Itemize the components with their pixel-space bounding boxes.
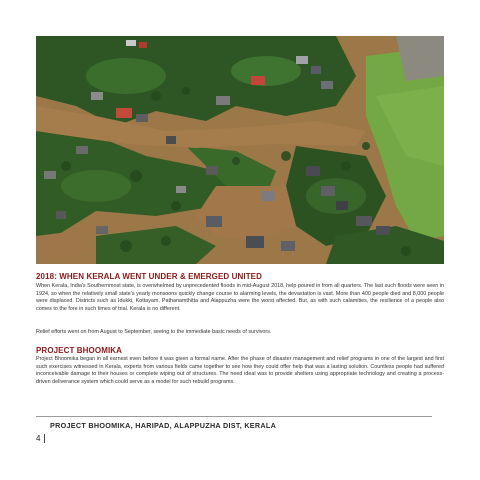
photo-caption: PROJECT BHOOMIKA, HARIPAD, ALAPPUZHA DIST, KERALA: [50, 421, 277, 430]
section-heading-project-bhoomika: PROJECT BHOOMIKA: [36, 346, 123, 355]
page-number-value: 4: [36, 434, 41, 443]
page-number: [36, 434, 45, 443]
caption-divider: [36, 416, 432, 417]
page-number-divider: [44, 434, 45, 443]
aerial-flood-photo: [36, 36, 444, 264]
aerial-flood-photo-graphic: [36, 36, 444, 264]
section-paragraph: When Kerala, India's Southernmost state, is overwhelmed by unprecedented floods in mid-August 2018, help poured in from all quarters. The last such floods were seen in 1924, so when the relatively small state's yearly monsoons quickly change course to alarming levels, the devastation is vast. More than 400 people died and 8,000 people were displaced. Districts such as Idukki, Kottayam, Pathanamthitta and Alappuzha were the worst affected. But, as with such calamities, the resilience of a people also comes to the fore in such times of trial. Kerala is no different.: [36, 283, 444, 312]
section-paragraph: Project Bhoomika began in all earnest even before it was given a formal name. After the phase of disaster management and relief programs in one of the largest and first such exercises witnessed in Kerala, experts from various fields came together to see how they could offer help that was a lasting solution. Countless people had suffered inconceivable damage to their houses or complete wiping out of structures. The need ideal was to provide shelters using appropriate technology and creating a process-driven deliverance system which could serve as a model for such rebuild programs.: [36, 356, 444, 385]
section-paragraph: Relief efforts went on from August to September, seeing to the immediate basic needs of survivors.: [36, 329, 272, 335]
section-heading-kerala-floods: 2018: WHEN KERALA WENT UNDER & EMERGED UNITED: [36, 272, 262, 281]
